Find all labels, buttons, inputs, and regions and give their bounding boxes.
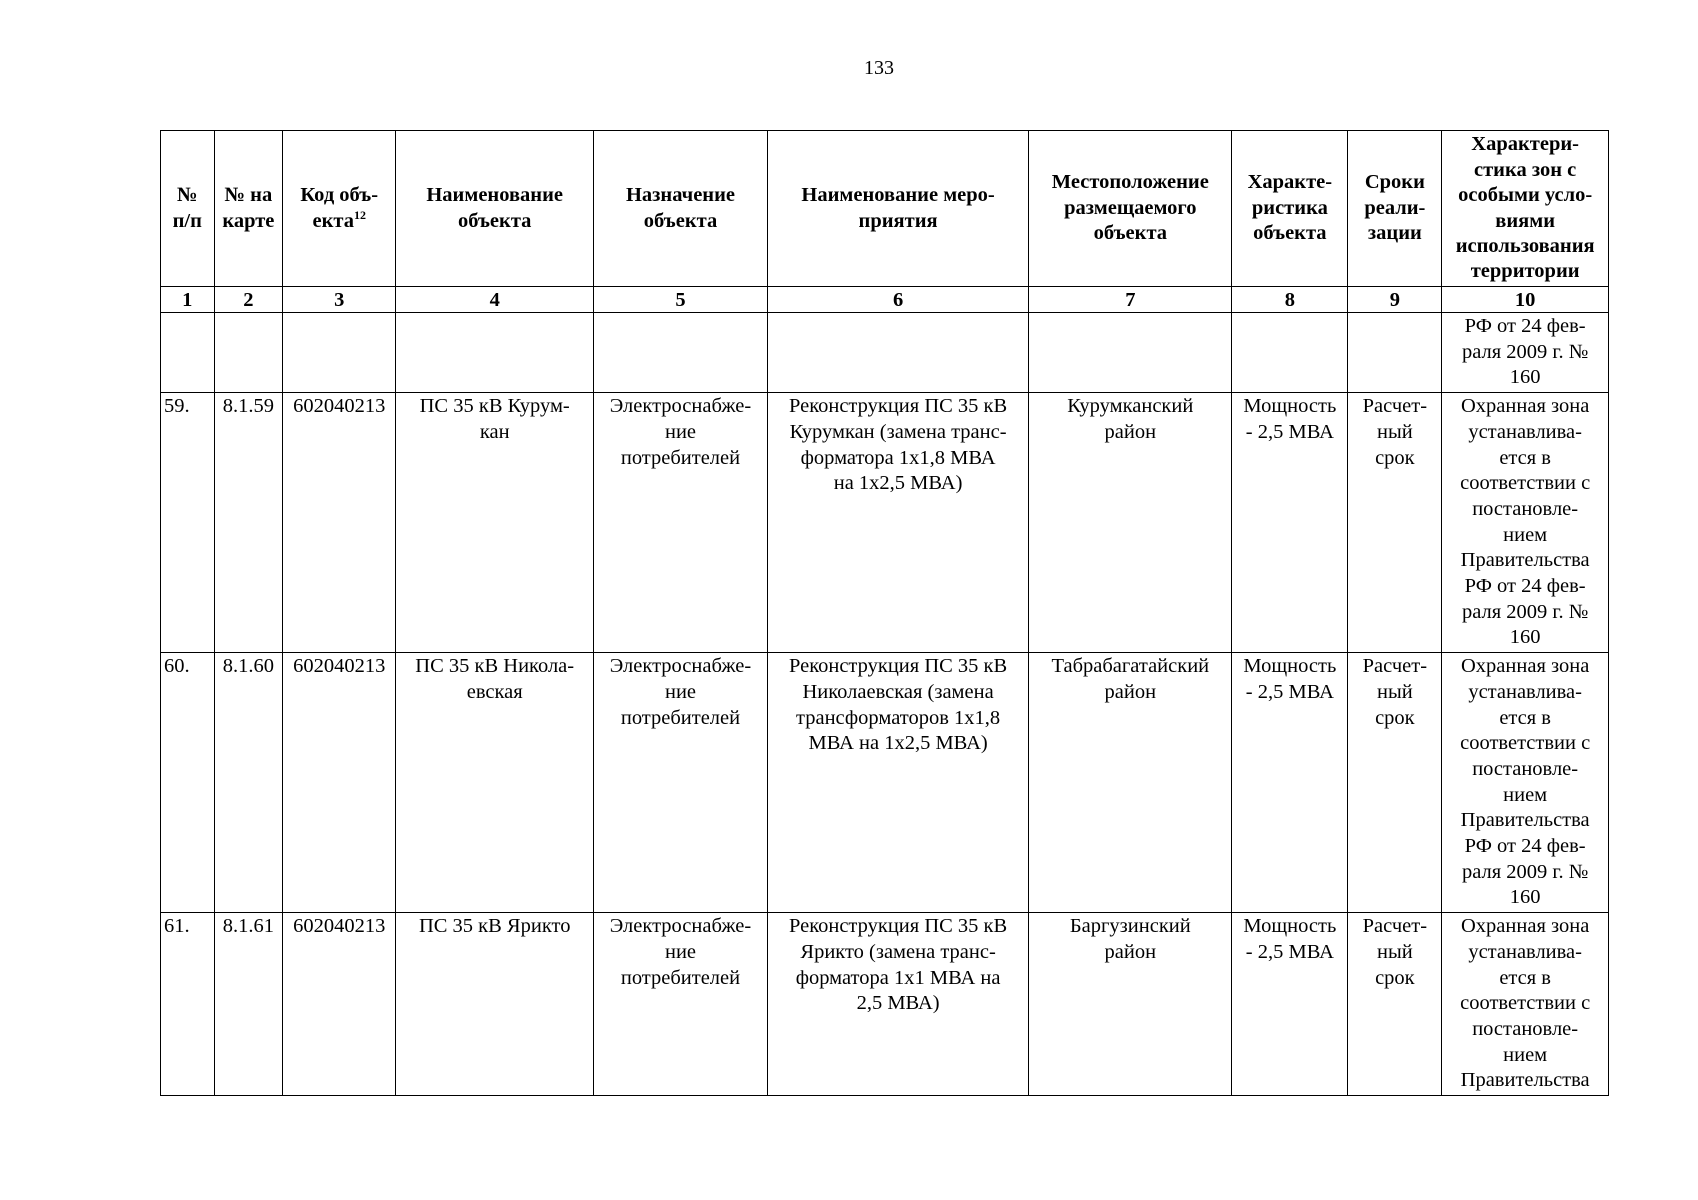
object-location: Табрабагатайский район bbox=[1029, 653, 1232, 913]
measure-name: Реконструкция ПС 35 кВ Курумкан (замена транс- форматора 1х1,8 МВА на 1х2,5 МВА) bbox=[767, 393, 1029, 653]
table-row bbox=[161, 653, 1609, 913]
column-number-row bbox=[161, 287, 1609, 313]
header-cell: № п/п bbox=[161, 131, 215, 287]
table-row bbox=[161, 913, 1609, 1096]
zones-cell: Охранная зона устанавлива- ется в соответствии с постановле- нием Правительства РФ от 24 фев- раля 2009 г. № 160 bbox=[1442, 653, 1609, 913]
implementation-term: Расчет- ный срок bbox=[1348, 913, 1442, 1096]
object-location: Баргузинский район bbox=[1029, 913, 1232, 1096]
implementation-term: Расчет- ный срок bbox=[1348, 653, 1442, 913]
planning-objects-table bbox=[160, 130, 1609, 1096]
object-code: 602040213 bbox=[283, 393, 396, 653]
object-location: Курумканский район bbox=[1029, 393, 1232, 653]
header-cell: Местоположение размещаемого объекта bbox=[1029, 131, 1232, 287]
object-characteristic: Мощность - 2,5 МВА bbox=[1232, 393, 1348, 653]
table-header-row bbox=[161, 131, 1609, 287]
object-name: ПС 35 кВ Ярикто bbox=[396, 913, 594, 1096]
object-code: 602040213 bbox=[283, 653, 396, 913]
zones-cell: Охранная зона устанавлива- ется в соответствии с постановле- нием Правительства РФ от 24 фев- раля 2009 г. № 160 bbox=[1442, 393, 1609, 653]
map-number: 8.1.59 bbox=[214, 393, 283, 653]
implementation-term: Расчет- ный срок bbox=[1348, 393, 1442, 653]
column-number: 2 bbox=[214, 287, 283, 313]
column-number: 6 bbox=[767, 287, 1029, 313]
column-number: 9 bbox=[1348, 287, 1442, 313]
object-name: ПС 35 кВ Курум- кан bbox=[396, 393, 594, 653]
object-purpose: Электроснабже- ние потребителей bbox=[594, 913, 768, 1096]
header-cell: Сроки реали- зации bbox=[1348, 131, 1442, 287]
header-cell: Назначение объекта bbox=[594, 131, 768, 287]
row-number: 59. bbox=[161, 393, 215, 653]
measure-name: Реконструкция ПС 35 кВ Ярикто (замена транс- форматора 1х1 МВА на 2,5 МВА) bbox=[767, 913, 1029, 1096]
row-number: 61. bbox=[161, 913, 215, 1096]
zones-cell: Охранная зона устанавлива- ется в соответствии с постановле- нием Правительства bbox=[1442, 913, 1609, 1096]
map-number: 8.1.61 bbox=[214, 913, 283, 1096]
table-row bbox=[161, 393, 1609, 653]
row-number: 60. bbox=[161, 653, 215, 913]
object-name: ПС 35 кВ Никола- евская bbox=[396, 653, 594, 913]
object-characteristic: Мощность - 2,5 МВА bbox=[1232, 913, 1348, 1096]
header-cell: Код объ- екта$^{12}$ bbox=[283, 131, 396, 287]
column-number: 4 bbox=[396, 287, 594, 313]
column-number: 10 bbox=[1442, 287, 1609, 313]
page-number: 133 bbox=[864, 57, 894, 79]
footnote-marker: 12 bbox=[353, 207, 366, 222]
measure-name: Реконструкция ПС 35 кВ Николаевская (замена трансформаторов 1х1,8 МВА на 1х2,5 МВА) bbox=[767, 653, 1029, 913]
header-cell: Наименование объекта bbox=[396, 131, 594, 287]
continuation-row bbox=[161, 313, 1609, 393]
column-number: 8 bbox=[1232, 287, 1348, 313]
header-cell: Характе- ристика объекта bbox=[1232, 131, 1348, 287]
header-cell: № на карте bbox=[214, 131, 283, 287]
object-purpose: Электроснабже- ние потребителей bbox=[594, 393, 768, 653]
object-characteristic: Мощность - 2,5 МВА bbox=[1232, 653, 1348, 913]
header-cell: Характери- стика зон с особыми усло- виями использования территории bbox=[1442, 131, 1609, 287]
map-number: 8.1.60 bbox=[214, 653, 283, 913]
header-cell: Наименование меро- приятия bbox=[767, 131, 1029, 287]
zones-cell: РФ от 24 фев- раля 2009 г. № 160 bbox=[1442, 313, 1609, 393]
column-number: 7 bbox=[1029, 287, 1232, 313]
column-number: 3 bbox=[283, 287, 396, 313]
column-number: 1 bbox=[161, 287, 215, 313]
object-purpose: Электроснабже- ние потребителей bbox=[594, 653, 768, 913]
column-number: 5 bbox=[594, 287, 768, 313]
object-code: 602040213 bbox=[283, 913, 396, 1096]
